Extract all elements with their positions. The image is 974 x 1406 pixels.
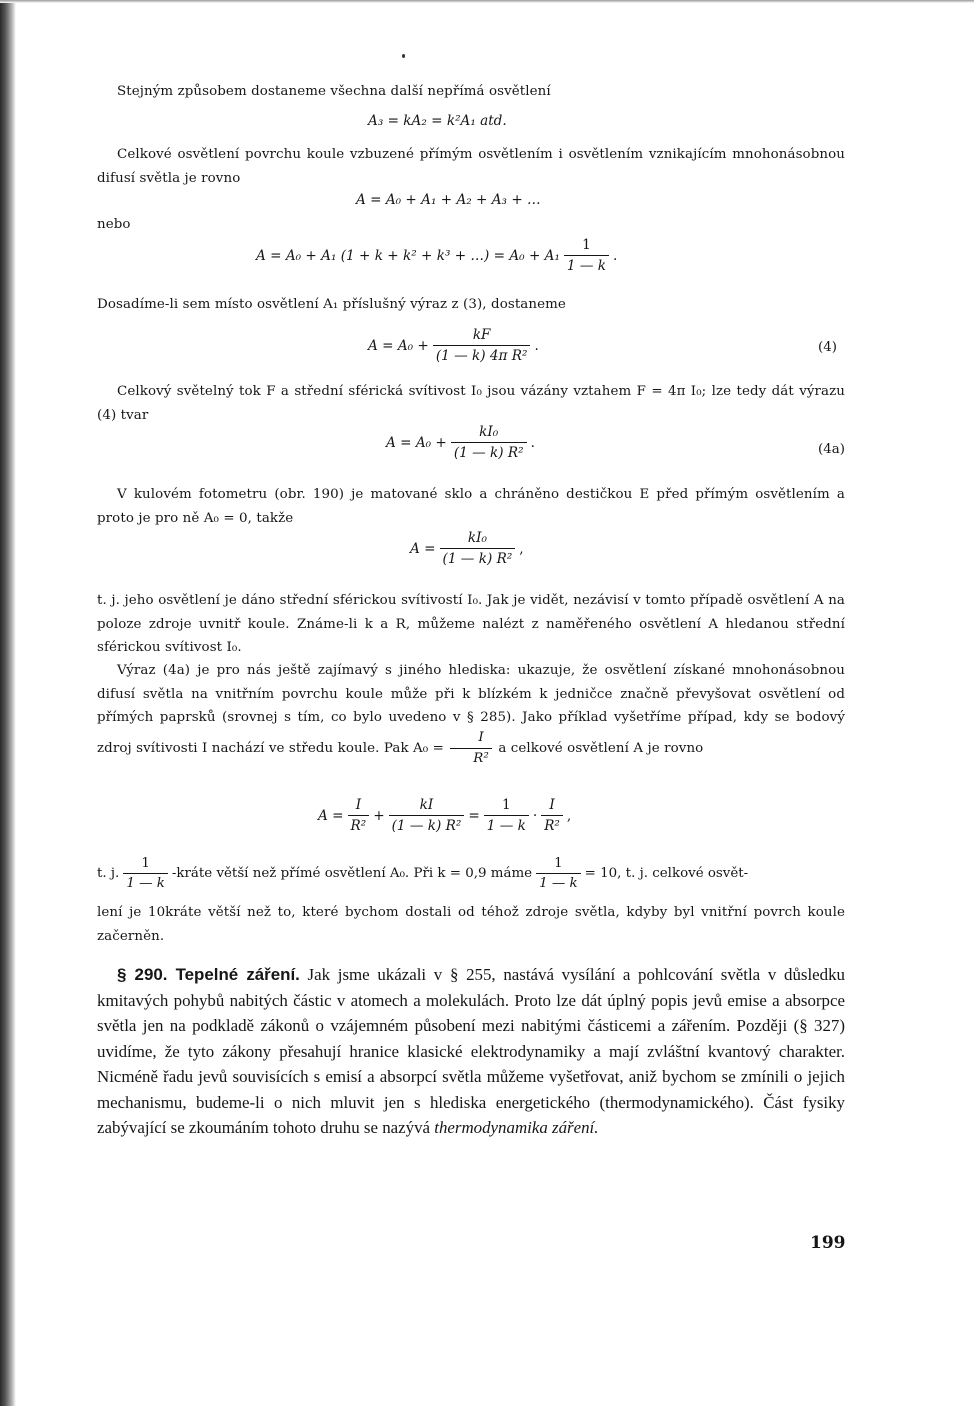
- line-ratio-start: t. j.: [97, 866, 120, 881]
- fraction-numerator: kI: [419, 797, 434, 813]
- fraction-numerator: I: [549, 797, 555, 813]
- fraction-numerator: 1: [501, 797, 511, 813]
- equation-sum: A = A₀ + A₁ + A₂ + A₃ + …: [356, 192, 541, 208]
- equation-example-lhs: A =: [318, 807, 344, 824]
- page-number: 199: [810, 1233, 846, 1253]
- equation-example-fraction-1: [348, 797, 370, 834]
- paragraph-expression-4a-tail: a celkové osvětlení A je rovno: [498, 740, 704, 756]
- fraction-ratio-1: [123, 856, 168, 891]
- fraction-numerator: kI₀: [467, 530, 487, 546]
- fraction-denominator: (1 — k) R²: [451, 442, 527, 461]
- fraction-denominator: 1 — k: [564, 255, 609, 274]
- equation-example: A = $\frac{I}{\text{R²}}$ + $\frac{kI}{\text{(1 — k) R²}}$ = $\frac{1}{1 — k}$ · $\frac{I}{\text{R²}}$ ,: [318, 797, 572, 834]
- line-ratio-end: = 10, t. j. celkové osvět-: [584, 866, 749, 881]
- equation-a3: A₃ = kA₂ = k²A₁ atd.: [368, 113, 507, 129]
- fraction-one-over-one-minus-k: [564, 237, 609, 274]
- equation-4-lhs: A = A₀ +: [368, 337, 429, 354]
- fraction-denominator: (1 — k) 4π R²: [433, 345, 531, 364]
- equation-series-main: A = A₀ + A₁ (1 + k + k² + k³ + …) = A₀ + A₁: [256, 247, 560, 264]
- equation-4a-label: (4a): [818, 442, 845, 457]
- fraction-denominator: R²: [541, 815, 563, 834]
- paragraph-expression-4a: [97, 659, 845, 766]
- paragraph-intro: Stejným způsobem dostaneme všechna další nepřímá osvětlení: [117, 84, 551, 99]
- fraction-denominator: R²: [450, 748, 492, 767]
- paragraph-substitution: Dosadíme-li sem místo osvětlení A₁ příslušný výraz z (3), dostaneme: [97, 297, 566, 312]
- line-ratio-mid: -kráte větší než přímé osvětlení A₀. Při k = 0,9 máme: [171, 866, 533, 881]
- fraction-denominator: 1 — k: [484, 815, 529, 834]
- fraction-numerator: kF: [472, 327, 491, 343]
- equation-4a-lhs: A = A₀ +: [386, 434, 447, 451]
- fraction-numerator: 1: [582, 237, 591, 253]
- fraction-denominator: 1 — k: [123, 873, 168, 891]
- equation-4a-fraction: [451, 424, 527, 461]
- equation-series: A = A₀ + A₁ (1 + k + k² + k³ + …) = A₀ + A₁ $\frac{1}{1 — k}$ .: [256, 237, 618, 274]
- fraction-numerator: kI₀: [479, 424, 499, 440]
- fraction-denominator: (1 — k) R²: [440, 548, 516, 567]
- scan-top-edge: [0, 0, 974, 3]
- paragraph-tenfold: lení je 10kráte větší než to, které bychom dostali od téhož zdroje světla, kdyby byl vnitřní povrch koule začerněn.: [97, 905, 845, 944]
- paragraph-expression-4a-text: Výraz (4a) je pro nás ještě zajímavý s jiného hlediska: ukazuje, že osvětlení získané mnohonásobnou difusí světla na vnitřním povrchu koule může při k blízkém k jedničce značně převyšovat osvětlení od přímých paprsků (srovnej s tím, co bylo uvedeno v § 285). Jako příklad vyšetříme případ, kdy se bodový zdroj svítivosti I nachází ve středu koule. Pak A₀ =: [97, 663, 845, 756]
- fraction-denominator: (1 — k) R²: [389, 815, 465, 834]
- section-body: Jak jsme ukázali v § 255, nastává vysílání a pohlcování světla v důsledku kmitavých pohybů nabitých částic v atomech a molekulách. Proto lze dát úplný popis jevů emise a absorpce světla jen na podkladě zákonů o vzájemném působení mezi nabitými částicemi a zářením. Později (§ 327) uvidíme, že tyto zákony přesahují hranice klasické elektrodynamiky a mají zvláštní kvantový charakter. Nicméně řadu jevů souvisících s emisí a absorpcí světla můžeme vyšetřovat, aniž bychom se zmínili o jejich mechanismu, budeme-li o nich mluvit jen s hlediska energetického (thermodynamického). Část fysiky zabývající se zkoumáním tohoto druhu se nazývá: [97, 965, 845, 1137]
- line-ratio: [97, 856, 748, 891]
- fraction-numerator: 1: [554, 856, 563, 871]
- equation-example-fraction-3: [484, 797, 529, 834]
- fraction-denominator: R²: [348, 815, 370, 834]
- equation-4-label: (4): [818, 340, 837, 355]
- fraction-denominator: 1 — k: [536, 873, 581, 891]
- fraction-ratio-2: [536, 856, 581, 891]
- paragraph-total-illumination: Celkové osvětlení povrchu koule vzbuzené přímým osvětlením i osvětlením vznikajícím mnohonásobnou difusí světla je rovno: [97, 147, 845, 186]
- section-290: [97, 962, 845, 1141]
- word-nebo: nebo: [97, 217, 131, 232]
- equation-plus: +: [373, 807, 385, 824]
- equation-4a: A = A₀ + $\frac{\text{kI₀}}{\text{(1 — k) R²}}$ .: [386, 424, 535, 461]
- equation-example-fraction-2: [389, 797, 465, 834]
- equation-4-fraction: [433, 327, 531, 364]
- paragraph-illumination-given: t. j. jeho osvětlení je dáno střední sférickou svítivostí I₀. Jak je vidět, nezávisí v tomto případě osvětlení A na poloze zdroje uvnitř koule. Známe-li k a R, můžeme nalézt z naměřeného osvětlení A hledanou střední sférickou svítivost I₀.: [97, 593, 845, 655]
- equation-4: A = A₀ + $\frac{kF}{\text{(1 — k) 4π R²}}$ .: [368, 327, 539, 364]
- section-heading: § 290. Tepelné záření.: [117, 965, 300, 984]
- equation-photometer-fraction: [440, 530, 516, 567]
- fraction-numerator: 1: [141, 856, 150, 871]
- scan-binding-shadow: [0, 0, 16, 1406]
- paragraph-spherical-photometer: V kulovém fotometru (obr. 190) je matované sklo a chráněno destičkou E před přímým osvětlením a proto je pro ně A₀ = 0, takže: [97, 487, 845, 526]
- equation-equals: =: [468, 807, 480, 824]
- equation-photometer-lhs: A =: [410, 540, 436, 557]
- section-term: thermodynamika záření.: [434, 1118, 599, 1137]
- paragraph-luminous-flux: Celkový světelný tok F a střední sférická svítivost I₀ jsou vázány vztahem F = 4π I₀; lze tedy dát výrazu (4) tvar: [97, 384, 845, 423]
- equation-photometer: A = $\frac{\text{kI₀}}{\text{(1 — k) R²}}$ ,: [410, 530, 524, 567]
- equation-dot: ·: [532, 807, 538, 824]
- fraction-numerator: I: [478, 729, 484, 745]
- scan-speck: [402, 54, 405, 58]
- fraction-i-over-r2: [450, 730, 492, 767]
- fraction-numerator: I: [355, 797, 362, 813]
- equation-example-fraction-4: [541, 797, 563, 834]
